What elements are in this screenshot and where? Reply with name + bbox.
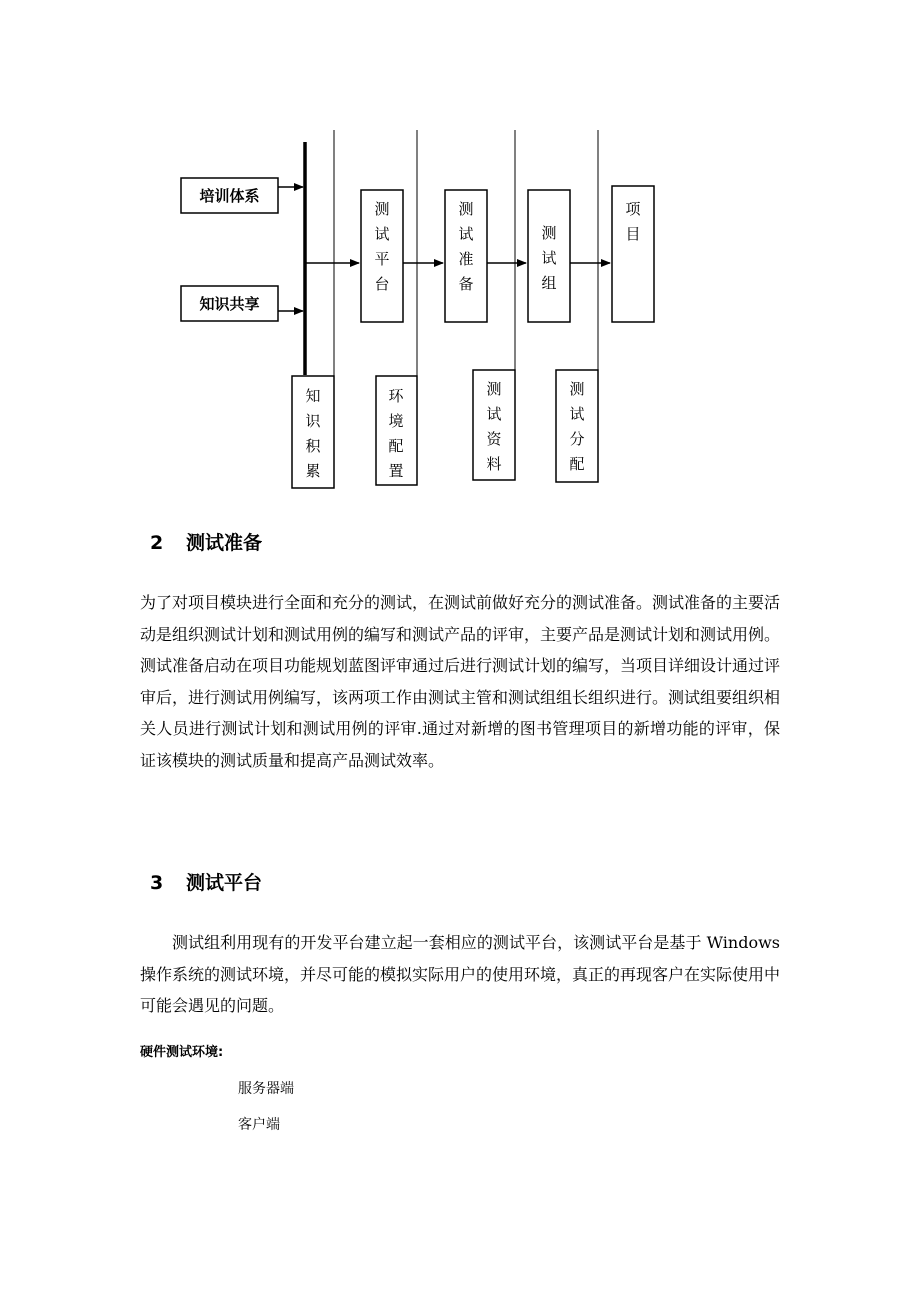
section-3-title: 测试平台 bbox=[186, 872, 263, 894]
vt-bot2-text: 测试资料 bbox=[486, 380, 502, 473]
vt-bot1-text: 环境配置 bbox=[388, 387, 404, 480]
section-2-number: 2 bbox=[150, 532, 164, 554]
section-3-paragraph: 测试组利用现有的开发平台建立起一套相应的测试平台，该测试平台是基于 Windows 操作系统的测试环境，并尽可能的模拟实际用户的使用环境，真正的再现客户在实际使用中可能会遇见的问题。 bbox=[140, 933, 781, 1015]
vt-bot0-text: 知识积累 bbox=[305, 387, 321, 480]
section-2-heading bbox=[150, 528, 262, 555]
left-box-knowledge-sharing bbox=[181, 286, 278, 321]
left-box-training-label: 培训体系 bbox=[199, 187, 260, 205]
vt-top0-text: 测试平台 bbox=[374, 200, 390, 293]
vt-top1-text: 测试准备 bbox=[458, 200, 474, 293]
test-process-diagram bbox=[0, 0, 920, 500]
flow-box-test-group-label bbox=[541, 224, 556, 292]
hardware-item-client: 客户端 bbox=[238, 1117, 280, 1133]
vt-bot3-text: 测试分配 bbox=[569, 380, 585, 473]
left-box-knowledge-sharing-label: 知识共享 bbox=[199, 295, 260, 313]
section-2-paragraph: 为了对项目模块进行全面和充分的测试，在测试前做好充分的测试准备。测试准备的主要活动是组织测试计划和测试用例的编写和测试产品的评审，主要产品是测试计划和测试用例。测试准备启动在项目功能规划蓝图评审通过后进行测试计划的编写，当项目详细设计通过评审后，进行测试用例编写，该两项工作由测试主管和测试组组长组织进行。测试组要组织相关人员进行测试计划和测试用例的评审.通过对新增的图书管理项目的新增功能的评审，保证该模块的测试质量和提高产品测试效率。 bbox=[140, 593, 781, 770]
hardware-item-server: 服务器端 bbox=[238, 1081, 294, 1097]
section-3-heading bbox=[150, 868, 262, 895]
left-box-training bbox=[181, 178, 278, 213]
section-2-title: 测试准备 bbox=[186, 532, 263, 554]
hardware-env-label: 硬件测试环境: bbox=[140, 1045, 224, 1060]
section-3-number: 3 bbox=[150, 872, 164, 894]
vt-top3-text: 项目 bbox=[625, 200, 641, 243]
vt-top2-text: 测试组 bbox=[541, 224, 557, 292]
